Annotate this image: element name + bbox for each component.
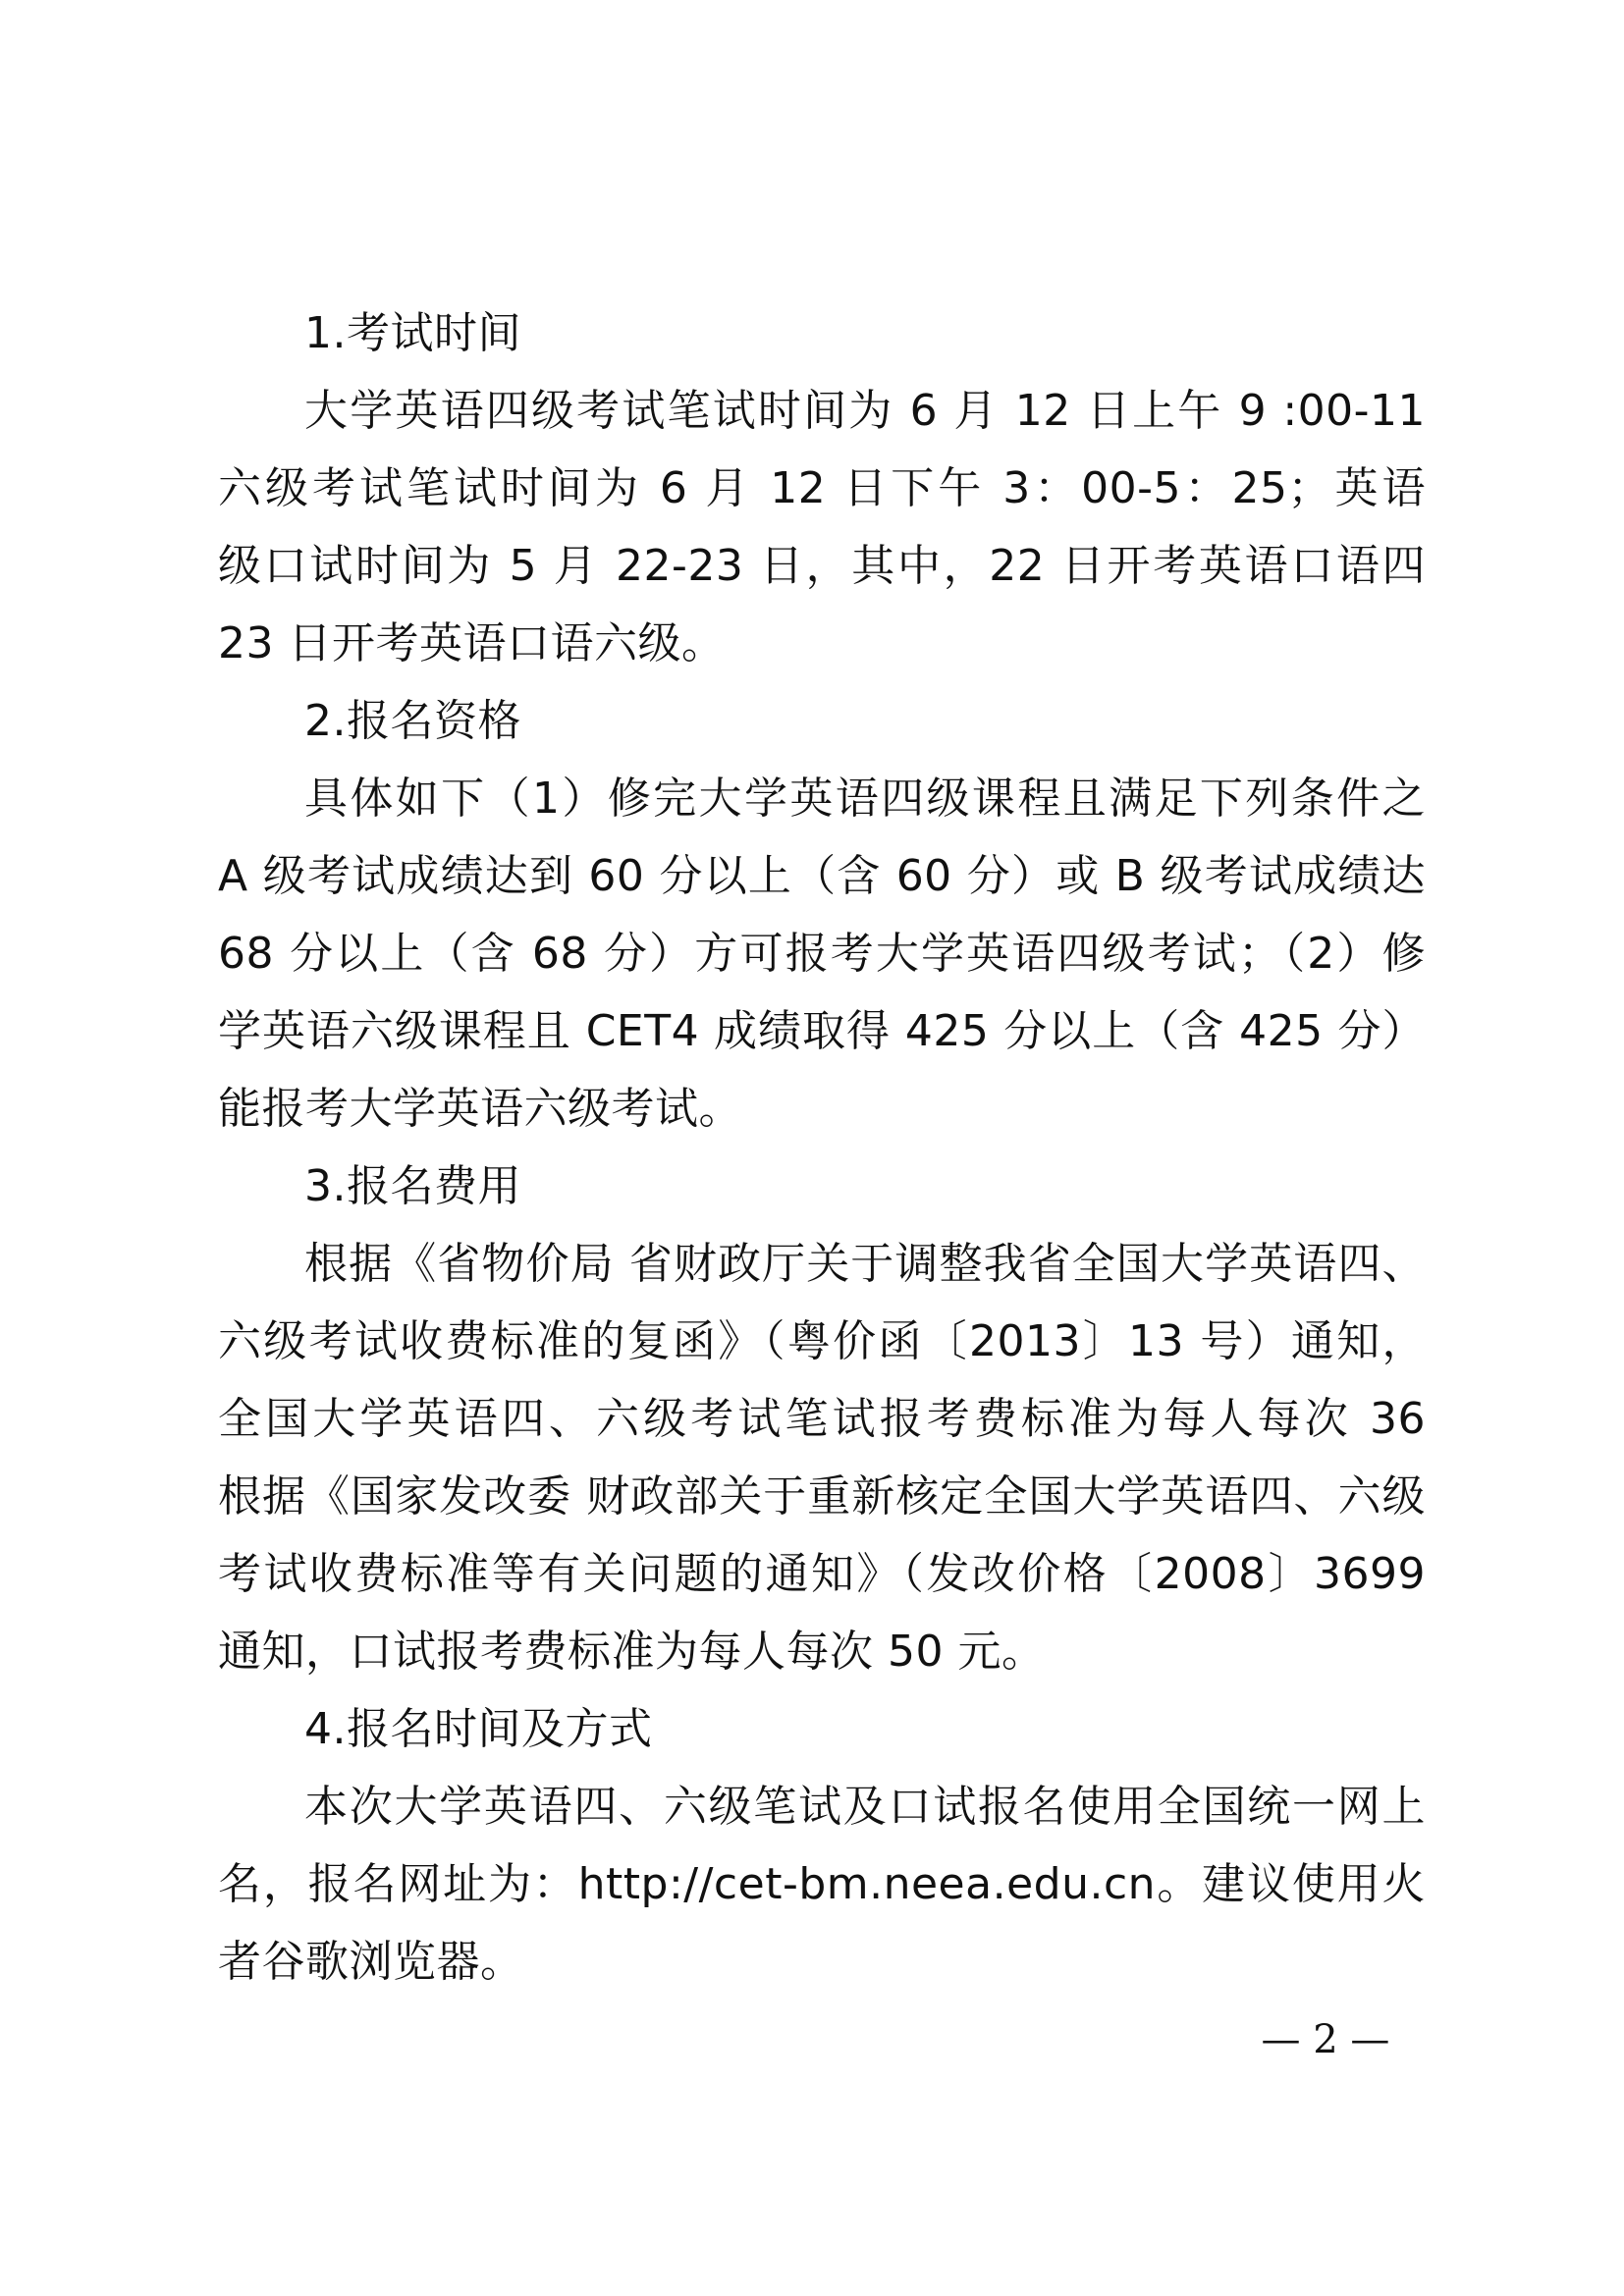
paragraph-line: A 级考试成绩达到 60 分以上（含 60 分）或 B 级考试成绩达 (218, 851, 1426, 901)
section-heading-eligibility: 2.报名资格 (304, 696, 521, 746)
section-heading-registration-method: 4.报名时间及方式 (304, 1704, 653, 1754)
paragraph-line: 六级考试笔试时间为 6 月 12 日下午 3：00-5：25；英语 (218, 463, 1426, 513)
paragraph-line: 根据《省物价局 省财政厅关于调整我省全国大学英语四、 (304, 1239, 1426, 1289)
section-heading-fees: 3.报名费用 (304, 1161, 521, 1211)
document-body (218, 294, 1426, 2001)
paragraph-line: 大学英语四级考试笔试时间为 6 月 12 日上午 9 :00-11 (304, 386, 1426, 436)
paragraph-line: 全国大学英语四、六级考试笔试报考费标准为每人每次 36 (218, 1394, 1426, 1444)
paragraph-line: 23 日开考英语口语六级。 (218, 618, 726, 668)
paragraph-line: 具体如下（1）修完大学英语四级课程且满足下列条件之 (304, 774, 1426, 824)
paragraph-line: 六级考试收费标准的复函》（粤价函〔2013〕13 号）通知， (218, 1316, 1426, 1366)
section-heading-exam-time: 1.考试时间 (304, 308, 521, 358)
paragraph-line: 68 分以上（含 68 分）方可报考大学英语四级考试；（2）修 (218, 929, 1426, 979)
paragraph-line: 本次大学英语四、六级笔试及口试报名使用全国统一网上 (304, 1782, 1426, 1832)
paragraph-line: 名，报名网址为：http://cet-bm.neea.edu.cn。建议使用火 (218, 1859, 1426, 1909)
paragraph-line: 通知，口试报考费标准为每人每次 50 元。 (218, 1627, 1046, 1677)
paragraph-line: 能报考大学英语六级考试。 (218, 1084, 742, 1134)
paragraph-line: 根据《国家发改委 财政部关于重新核定全国大学英语四、六级 (218, 1471, 1426, 1522)
paragraph-line: 学英语六级课程且 CET4 成绩取得 425 分以上（含 425 分） (218, 1006, 1426, 1056)
paragraph-line: 者谷歌浏览器。 (218, 1937, 524, 1987)
paragraph-line: 级口试时间为 5 月 22-23 日，其中，22 日开考英语口语四 (218, 541, 1426, 591)
page-number: — 2 — (1261, 2017, 1390, 2062)
paragraph-line: 考试收费标准等有关问题的通知》（发改价格〔2008〕3699 (218, 1549, 1426, 1599)
